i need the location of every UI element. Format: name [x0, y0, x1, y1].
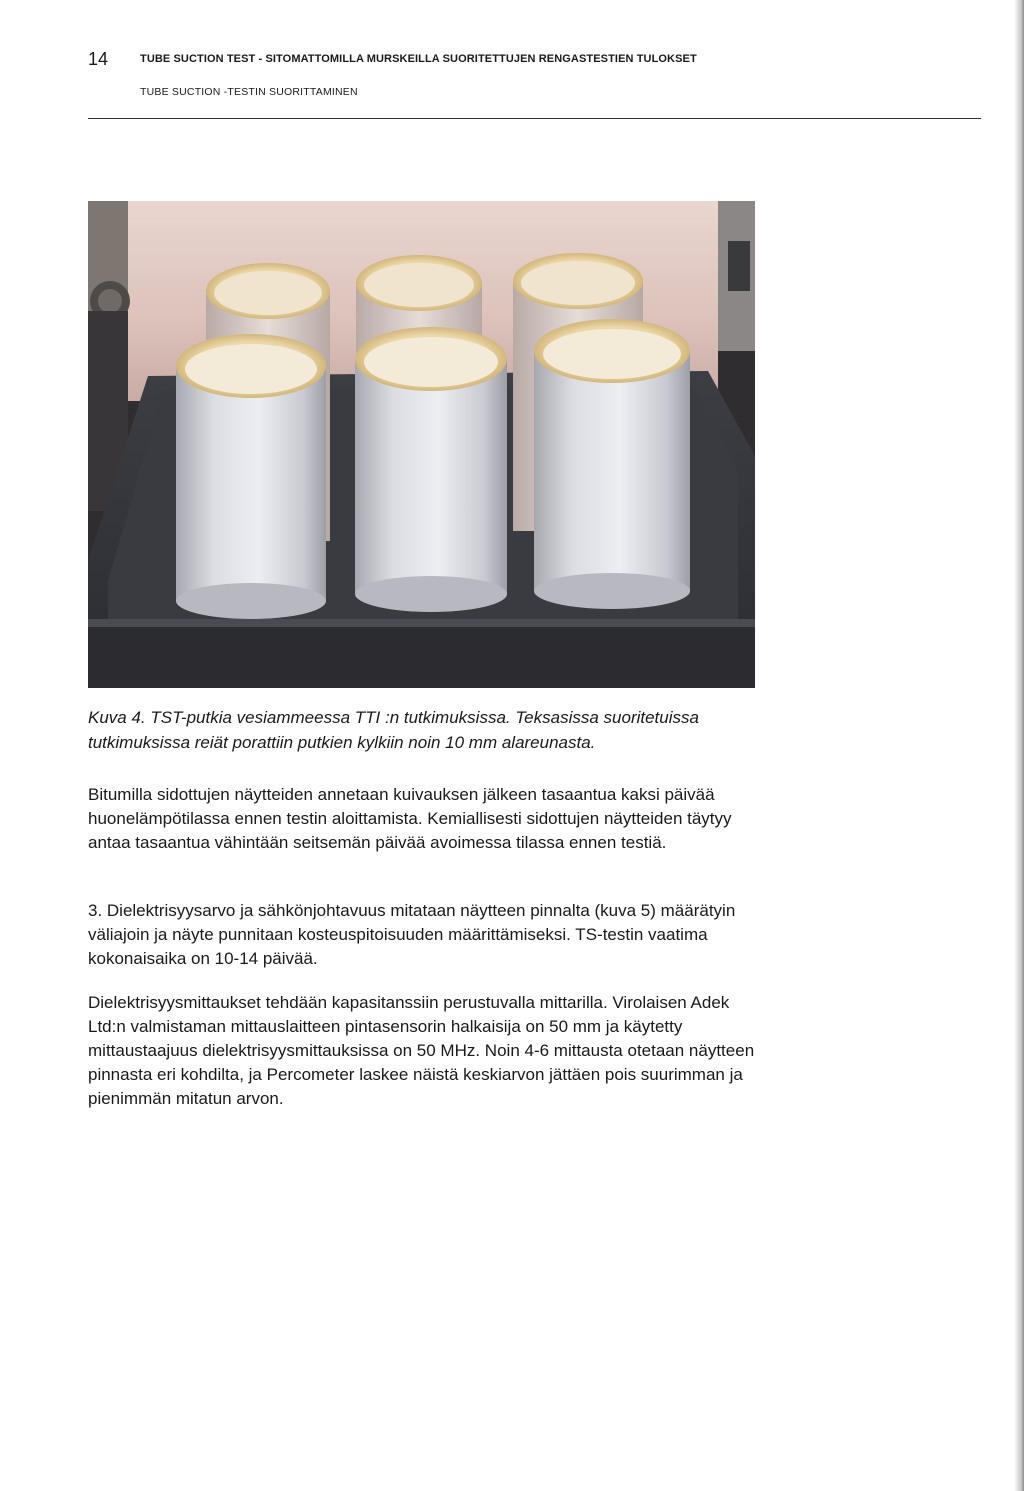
- paragraph-conditioning: Bitumilla sidottujen näytteiden annetaan kuivauksen jälkeen tasaantua kaksi päivää huonelämpötilassa ennen testin aloittamista. Kemiallisesti sidottujen näytteiden täytyy antaa tasaantua vähintään seitsemän päivää avoimessa tilassa ennen testiä.: [88, 785, 732, 852]
- section-title: TUBE SUCTION -TESTIN SUORITTAMINEN: [140, 86, 358, 98]
- figure-caption: Kuva 4. TST-putkia vesiammeessa TTI :n tutkimuksissa. Teksasissa suoritetuissa tutkimuksissa reiät porattiin putkien kylkiin noin 10 mm alareunasta.: [88, 708, 699, 752]
- figure-photo-tst-tubes: [88, 201, 755, 688]
- running-title: TUBE SUCTION TEST - SITOMATTOMILLA MURSKEILLA SUORITETTUJEN RENGASTESTIEN TULOKSET: [140, 53, 697, 65]
- page-edge-shadow: [1014, 0, 1024, 1491]
- page-number: 14: [88, 49, 109, 69]
- paragraph-step-3: 3. Dielektrisyysarvo ja sähkönjohtavuus mitataan näytteen pinnalta (kuva 5) määrätyin väliajoin ja näyte punnitaan kosteuspitoisuuden määrittämiseksi. TS-testin vaatima kokonaisaika on 10-14 päivää.: [88, 901, 736, 968]
- tubes-in-water-bath-illustration: [88, 201, 755, 688]
- header-divider: [88, 118, 981, 119]
- paragraph-dielectric-measurement: Dielektrisyysmittaukset tehdään kapasitanssiin perustuvalla mittarilla. Virolaisen Adek Ltd:n valmistaman mittauslaitteen pintasensorin halkaisija on 50 mm ja käytetty mittaustaajuus dielektrisyysmittauksissa on 50 MHz. Noin 4-6 mittausta otetaan näytteen pinnasta eri kohdilta, ja Percometer laskee näistä keskiarvon jättäen pois suurimman ja pienimmän mitatun arvon.: [88, 993, 755, 1108]
